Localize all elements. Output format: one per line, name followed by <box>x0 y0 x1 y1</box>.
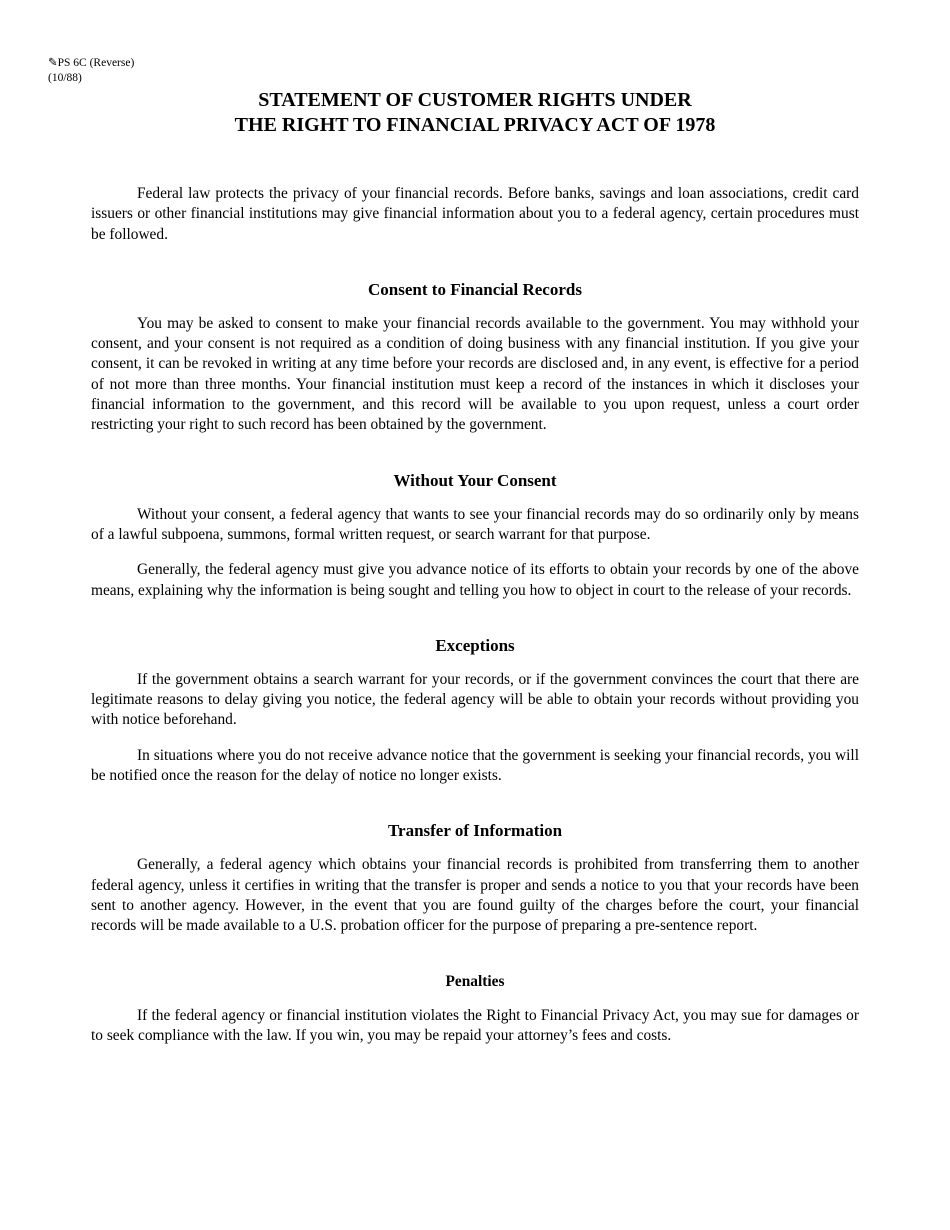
section-heading: Exceptions <box>435 635 515 655</box>
title-line-2: THE RIGHT TO FINANCIAL PRIVACY ACT OF 1978 <box>234 114 716 136</box>
document-body <box>91 184 859 1046</box>
section-heading: Penalties <box>445 972 505 990</box>
section-paragraph: You may be asked to consent to make your financial records available to the government. You may withhold your consent, and your consent is not required as a condition of doing business with any financial institution. If you give your consent, it can be revoked in writing at any time before your records are disclosed and, in any event, is effective for a period of not more than three months. Your financial institution must keep a record of the instances in which it discloses your financial information to the government, and this record will be available to you upon request, unless a court order restricting your right to such record has been obtained by the government. <box>91 314 859 434</box>
section-heading: Without Your Consent <box>393 470 557 490</box>
section-paragraph: Without your consent, a federal agency that wants to see your financial records may do so ordinarily only by means of a lawful subpoena, summons, formal written request, or search warrant for that purpose. <box>91 505 859 543</box>
document-title <box>0 88 950 138</box>
section-without-consent <box>91 470 859 601</box>
title-line-1: STATEMENT OF CUSTOMER RIGHTS UNDER <box>258 89 692 111</box>
section-paragraph: Generally, the federal agency must give you advance notice of its efforts to obtain your records by one of the above means, explaining why the information is being sought and telling you how to object in court to the release of your records. <box>91 561 859 599</box>
intro-paragraph: Federal law protects the privacy of your financial records. Before banks, savings and loan associations, credit card issuers or other financial institutions may give financial information about you to a federal agency, certain procedures must be followed. <box>91 185 859 243</box>
section-penalties <box>91 971 859 1047</box>
section-transfer <box>91 820 859 936</box>
section-paragraph: In situations where you do not receive advance notice that the government is seeking your financial records, you will be notified once the reason for the delay of notice no longer exists. <box>91 746 859 785</box>
form-identifier <box>48 56 134 86</box>
section-heading: Transfer of Information <box>387 821 563 841</box>
section-paragraph: Generally, a federal agency which obtains your financial records is prohibited from transferring them to another federal agency, unless it certifies in writing that the transfer is proper and sends a notice to you that your records have been sent to another agency. However, in the event that you are found guilty of the charges before the court, your financial records will be made available to a U.S. probation officer for the purpose of preparing a pre-sentence report. <box>91 856 859 935</box>
section-paragraph: If the federal agency or financial institution violates the Right to Financial Privacy Act, you may sue for damages or to seek compliance with the law. If you win, you may be repaid your attorney’s fees and costs. <box>91 1006 859 1044</box>
section-heading: Consent to Financial Records <box>368 279 582 299</box>
section-exceptions <box>91 635 859 786</box>
section-consent <box>91 279 859 436</box>
section-paragraph: If the government obtains a search warrant for your records, or if the government convinces the court that there are legitimate reasons to delay giving you notice, the federal agency will be able to obtain your records without providing you with notice beforehand. <box>91 670 859 729</box>
form-date: (10/88) <box>48 72 82 84</box>
form-number: ✎PS 6C (Reverse) <box>48 57 135 69</box>
